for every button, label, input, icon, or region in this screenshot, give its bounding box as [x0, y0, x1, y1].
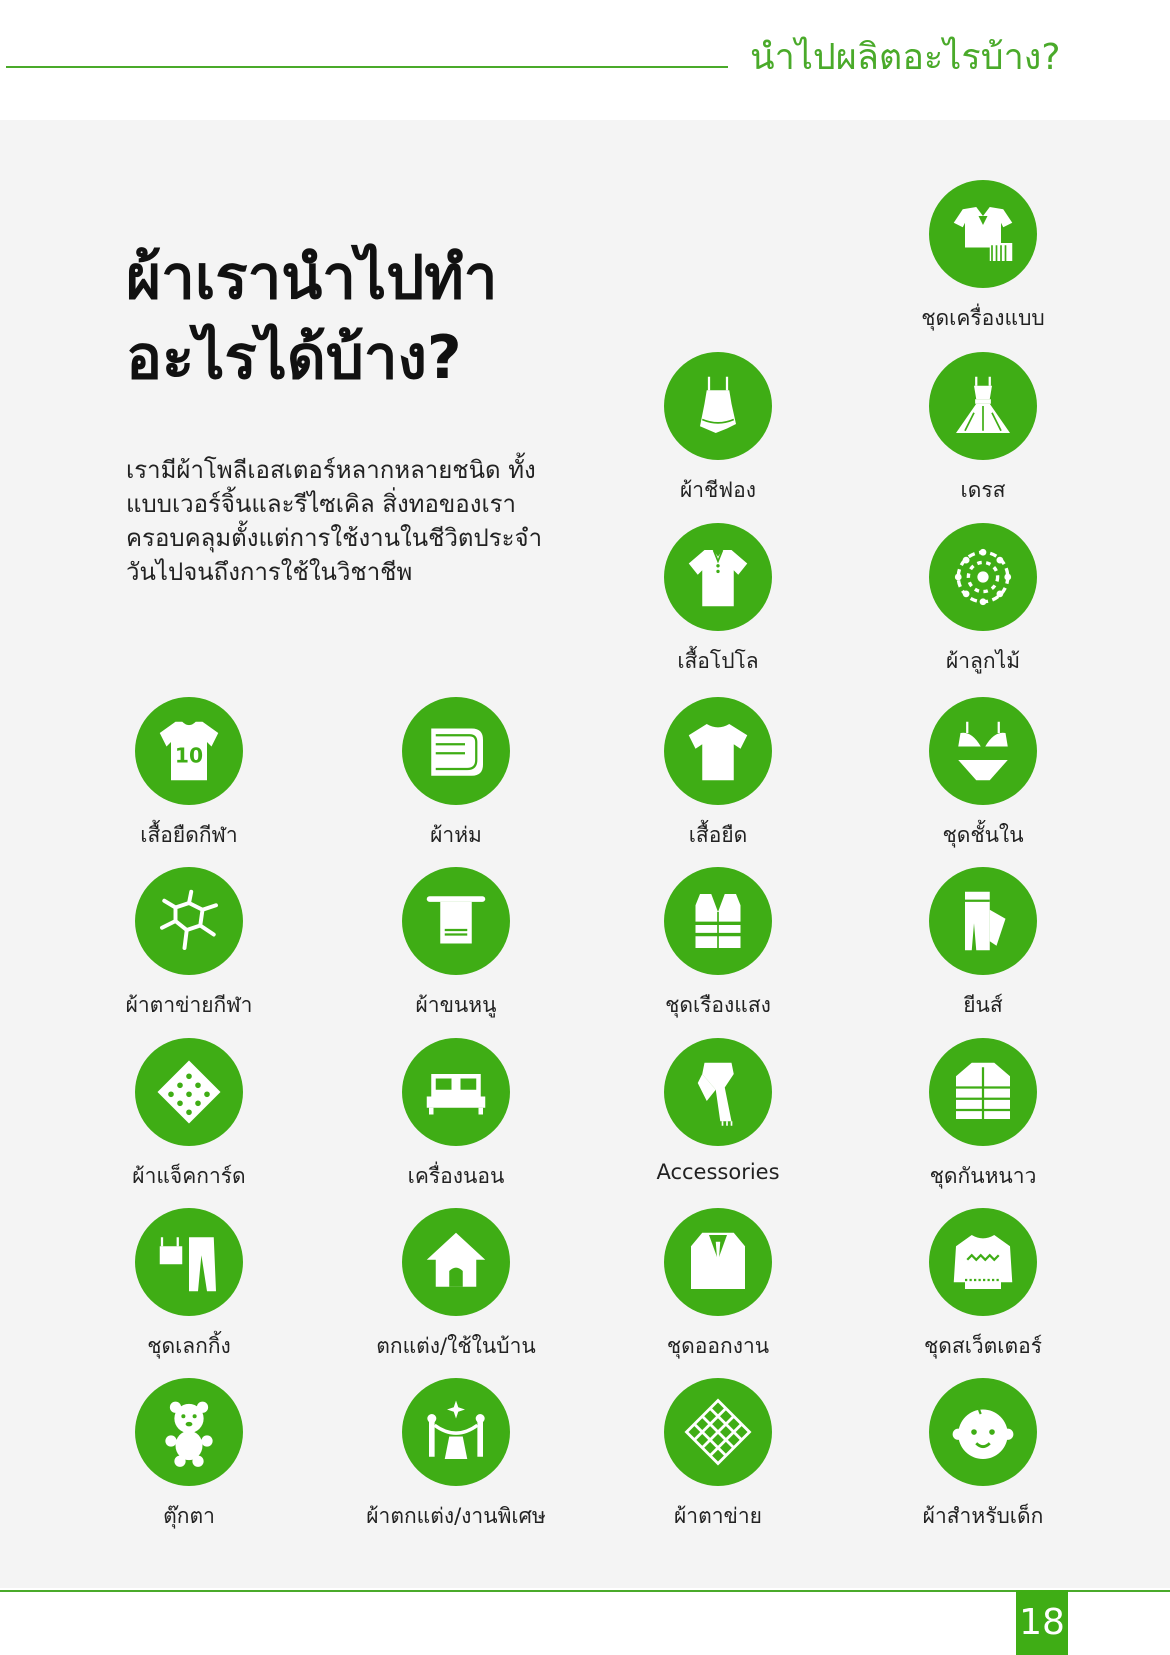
lingerie-icon: [929, 697, 1037, 805]
product-item-kids-fabric: [863, 1378, 1103, 1533]
product-item-dress: [863, 352, 1103, 507]
product-item-formal-wear: [598, 1208, 838, 1363]
item-label: ชุดกันหนาว: [929, 1164, 1037, 1188]
product-item-jacquard: [69, 1038, 309, 1193]
product-item-towel: [336, 867, 576, 1022]
product-item-event-decor: [336, 1378, 576, 1533]
product-item-home-decor: [336, 1208, 576, 1363]
item-label: ผ้าสำหรับเด็ก: [922, 1504, 1044, 1528]
house-icon: [402, 1208, 510, 1316]
headline-line-2: อะไรได้บ้าง?: [126, 323, 462, 393]
net-icon: [664, 1378, 772, 1486]
event-carpet-icon: [402, 1378, 510, 1486]
scarf-icon: [664, 1038, 772, 1146]
product-item-sports-mesh: [69, 867, 309, 1022]
footer-divider: [0, 1590, 1170, 1592]
product-item-sweater: [863, 1208, 1103, 1363]
product-item-leggings: [69, 1208, 309, 1363]
bed-icon: [402, 1038, 510, 1146]
product-item-chiffon: [598, 352, 838, 507]
item-label: เสื้อยืดกีฬา: [140, 823, 238, 847]
reflective-vest-icon: [664, 867, 772, 975]
product-item-winter-jacket: [863, 1038, 1103, 1193]
product-item-doll: [69, 1378, 309, 1533]
headline-line-1: ผ้าเรานำไปทำ: [126, 243, 498, 313]
item-label: ตกแต่ง/ใช้ในบ้าน: [376, 1334, 536, 1358]
product-item-net: [598, 1378, 838, 1533]
towel-icon: [402, 867, 510, 975]
item-label: ผ้าตาข่าย: [674, 1504, 762, 1528]
suit-icon: [664, 1208, 772, 1316]
lace-icon: [929, 523, 1037, 631]
item-label: ชุดชั้นใน: [942, 823, 1024, 847]
product-item-tshirt: [598, 697, 838, 852]
page-number: 18: [1016, 1590, 1068, 1655]
blanket-icon: [402, 697, 510, 805]
item-label: เสื้อโปโล: [677, 649, 759, 673]
item-label: ยีนส์: [963, 993, 1003, 1017]
item-label: ผ้าห่ม: [430, 823, 482, 847]
item-label: ผ้าตกแต่ง/งานพิเศษ: [366, 1504, 546, 1528]
product-item-bedding: [336, 1038, 576, 1193]
item-label: เดรส: [960, 478, 1006, 502]
chiffon-top-icon: [664, 352, 772, 460]
sports-jersey-icon: [135, 697, 243, 805]
product-item-polo: [598, 523, 838, 678]
item-label: ผ้าลูกไม้: [945, 649, 1021, 673]
teddy-bear-icon: [135, 1378, 243, 1486]
dress-icon: [929, 352, 1037, 460]
item-label: ชุดเรืองแสง: [665, 993, 771, 1017]
item-label: ผ้าชีฟอง: [679, 478, 757, 502]
tshirt-icon: [664, 697, 772, 805]
intro-paragraph: เรามีผ้าโพลีเอสเตอร์หลากหลายชนิด ทั้งแบบเวอร์จิ้นและรีไซเคิล สิ่งทอของเราครอบคลุมตั้งแต่การใช้งานในชีวิตประจำวันไปจนถึงการใช้ในวิชาชีพ: [126, 456, 543, 586]
header-divider: [6, 66, 728, 68]
product-item-accessories: [598, 1038, 838, 1184]
product-item-uniform: [863, 180, 1103, 335]
product-item-lace: [863, 523, 1103, 678]
polo-shirt-icon: [664, 523, 772, 631]
product-item-sports-jersey: [69, 697, 309, 852]
uniform-icon: [929, 180, 1037, 288]
sports-mesh-icon: [135, 867, 243, 975]
jersey-number: 10: [174, 743, 204, 768]
product-item-reflective-vest: [598, 867, 838, 1022]
leggings-icon: [135, 1208, 243, 1316]
jeans-icon: [929, 867, 1037, 975]
page-headline: [126, 238, 497, 398]
item-label: ผ้าตาข่ายกีฬา: [125, 993, 253, 1017]
product-item-blanket: [336, 697, 576, 852]
item-label: ผ้าขนหนู: [415, 993, 497, 1017]
item-label: ชุดสเว็ตเตอร์: [923, 1334, 1043, 1358]
sweater-icon: [929, 1208, 1037, 1316]
item-label: ตุ๊กตา: [163, 1504, 215, 1528]
item-label: ชุดออกงาน: [666, 1334, 770, 1358]
item-label: Accessories: [656, 1160, 780, 1184]
jacquard-icon: [135, 1038, 243, 1146]
product-item-jeans: [863, 867, 1103, 1022]
product-item-lingerie: [863, 697, 1103, 852]
item-label: ชุดเครื่องแบบ: [921, 306, 1045, 330]
item-label: เครื่องนอน: [407, 1164, 505, 1188]
item-label: ชุดเลกกิ้ง: [147, 1334, 231, 1358]
section-title: นำไปผลิตอะไรบ้าง?: [750, 37, 1061, 78]
winter-jacket-icon: [929, 1038, 1037, 1146]
item-label: ผ้าแจ็คการ์ด: [132, 1164, 246, 1188]
baby-icon: [929, 1378, 1037, 1486]
item-label: เสื้อยืด: [688, 823, 748, 847]
